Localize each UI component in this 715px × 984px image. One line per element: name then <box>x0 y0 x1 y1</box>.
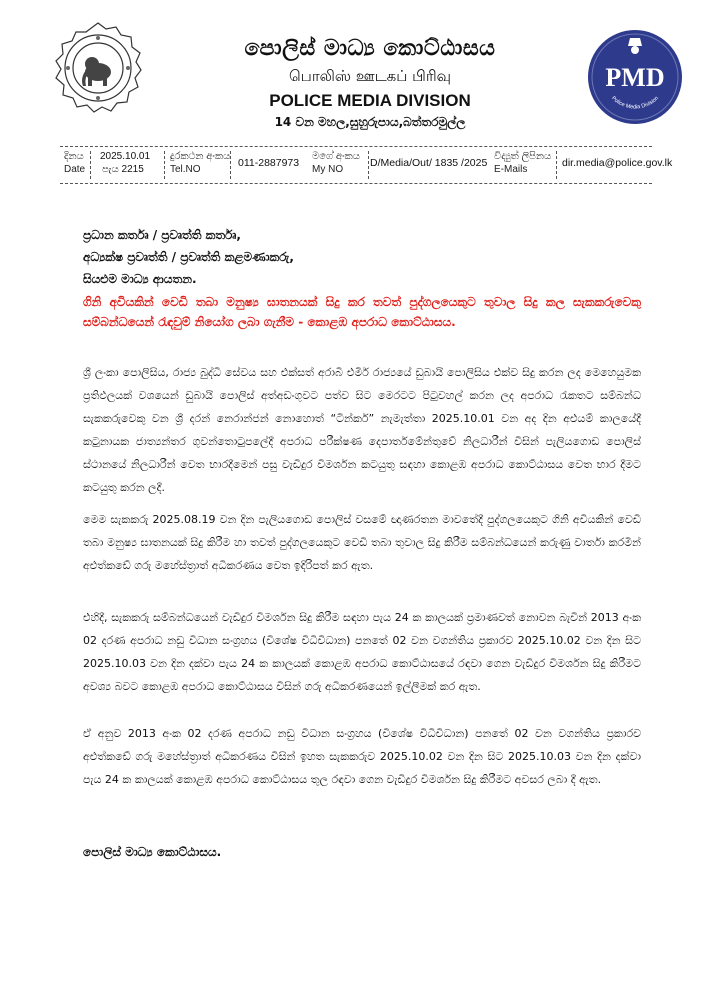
recipient-line: අධ්‍යක්ෂ ප්‍රවෘත්ති / ප්‍රවෘත්ති කළමණාකරු, <box>83 250 294 264</box>
info-bar <box>60 146 673 184</box>
email-value: dir.media@police.gov.lk <box>562 157 673 169</box>
recipients-block <box>83 224 643 290</box>
body-paragraph-3: එහිදී, සැකකරු සම්බන්ධයෙන් වැඩිදුර විමර්ශන සිදු කිරීම සඳහා පැය 24 ක කාලයක් ප්‍රමාණවත් නොවන බැවින් 2013 අංක 02 දරණ අපරාධ නඩු විධාන සංග්‍රහය (විශේෂ විධිවිධාන) පනතේ 02 වන වගන්තිය ප්‍රකාරව 2025.10.02 වන දින සිට 2025.10.03 වන දින දක්වා පැය 24 ක කාලයක් කොළඹ අපරාධ කොට්ඨාසයේ රඳවා ගෙන වැඩිදුර විමර්ශන සිදු කිරීමට අවශ්‍ය බවට කොළඹ අපරාධ කොට්ඨාසය විසින් ගරු අධිකරණයෙන් ඉල්ලීමක් කර ඇත. <box>83 611 641 693</box>
header-title-english: POLICE MEDIA DIVISION <box>269 91 471 110</box>
header-address: 14 වන මහල,සුහුරුපාය,බත්තරමුල්ල <box>274 115 466 129</box>
date-label: දිනය Date <box>64 151 86 175</box>
tel-value: 011-2887973 <box>238 157 300 169</box>
date-value: 2025.10.01 පැය 2215 <box>100 151 151 175</box>
recipient-line: ප්‍රධාන කර්තෘ / ප්‍රවෘත්ති කර්තෘ, <box>83 228 241 242</box>
recipient-line: සියළුම මාධ්‍ය ආයතන. <box>83 272 197 286</box>
my-no-label: මගේ අංකය My NO <box>312 151 360 175</box>
signature: පොලිස් මාධ්‍ය කොට්ඨාසය. <box>83 845 222 859</box>
body-paragraph-4: ඒ අනුව 2013 අංක 02 දරණ අපරාධ නඩු විධාන සංග්‍රහය (විශේෂ විධිවිධාන) පනතේ 02 වන වගන්තිය ප්‍රකාරව අළුත්කඩේ ගරු මහේස්ත්‍රාත් අධිකරණය විසින් ඉහත සැකකරුව 2025.10.02 වන දින සිට 2025.10.03 වන දින දක්වා පැය 24 ක කාලයක් කොළඹ අපරාධ කොට්ඨාසය තුල රඳවා ගෙන වැඩිදුර විමර්ශන සිදු කිරීමට අවසර ලබා දී ඇත. <box>83 727 641 786</box>
pmd-logo-text: PMD <box>605 63 665 92</box>
body-paragraph-2: මෙම සැකකරු 2025.08.19 වන දින පැලියගොඩ පොලිස් වසමේ ඥාණරතන මාවතේදී පුද්ගලයෙකුට ගිනි අවියකින් වෙඩි තබා මනුෂ්‍ය ඝාතනයක් සිදු කිරීම හා තවත් පුද්ගලයෙකුට වෙඩි තබා තුවාල සිදු කිරීම සම්බන්ධයෙන් කරුණු වාර්තා කරමින් අළුත්කඩේ ගරු මහේස්ත්‍රාත් අධිකරණය වෙත ඉදිරිපත් කර ඇත. <box>83 513 641 572</box>
header-title-sinhala: පොලිස් මාධ්‍ය කොට්ඨාසය <box>244 36 496 61</box>
my-no-value: D/Media/Out/ 1835 /2025 <box>370 157 488 169</box>
email-label: විද්‍යුත් ලිපිනය E-Mails <box>494 151 552 175</box>
subject-heading: ගිනි අවියකින් වෙඩි තබා මනුෂ්‍ය ඝාතනයක් සිදු කර තවත් පුද්ගලයෙකුට තුවාල සිදු කල සැකකරුවෙකු සම්බන්ධයෙන් රැඳවුම් නියෝග ලබා ගැනීම - කොළඹ අපරාධ කොට්ඨාසය. <box>83 295 641 329</box>
body-paragraph-1: ශ්‍රී ලංකා පොලිසිය, රාජ්‍ය බුද්ධි සේවය සහ එක්සත් අරාබි එමීර් රාජ්‍යයේ ඩුබායි පොලිසිය එක්ව සිදු කරන ලද මෙහෙයුමක ප්‍රතිඵලයක් වශයෙන් ඩුබායි පොලිස් අත්අඩංගුවට පත්ව සිට මෙරටට පිටුවහල් කරන ලද අපරාධ රැකතට සම්බන්ධ සැකකරුවෙකු වන ශ්‍රී දරන් නෙරාන්ජන් නොහොත් “ටින්කර්” නැමැත්තා 2025.10.01 වන අද දින අළුයම් කාලයේදී කටුනායක ජාත්‍යන්තර ගුවන්තොටුපලේදී අපරාධ පරීක්ෂණ දෙපාර්තමේන්තුවේ නිලධාරීන් විසින් පැලියගොඩ පොලිස් ස්ථානයේ නිලධාරීන් වෙත භාරදීමෙන් පසු වැඩිදුර විමර්ශන කටයුතු සඳහා කොළඹ අපරාධ කොට්ඨාසය වෙත භාර දීමට කටයුතු කරන ලදී. <box>83 366 642 494</box>
tel-label: දුරකථන අංකය Tel.NO <box>170 151 231 175</box>
pmd-logo-subtext: Police Media Division <box>610 95 660 111</box>
police-crest-logo <box>50 20 146 116</box>
header-title-tamil: பொலிஸ் ஊடகப் பிரிவு <box>288 67 451 85</box>
pmd-logo <box>586 28 684 126</box>
